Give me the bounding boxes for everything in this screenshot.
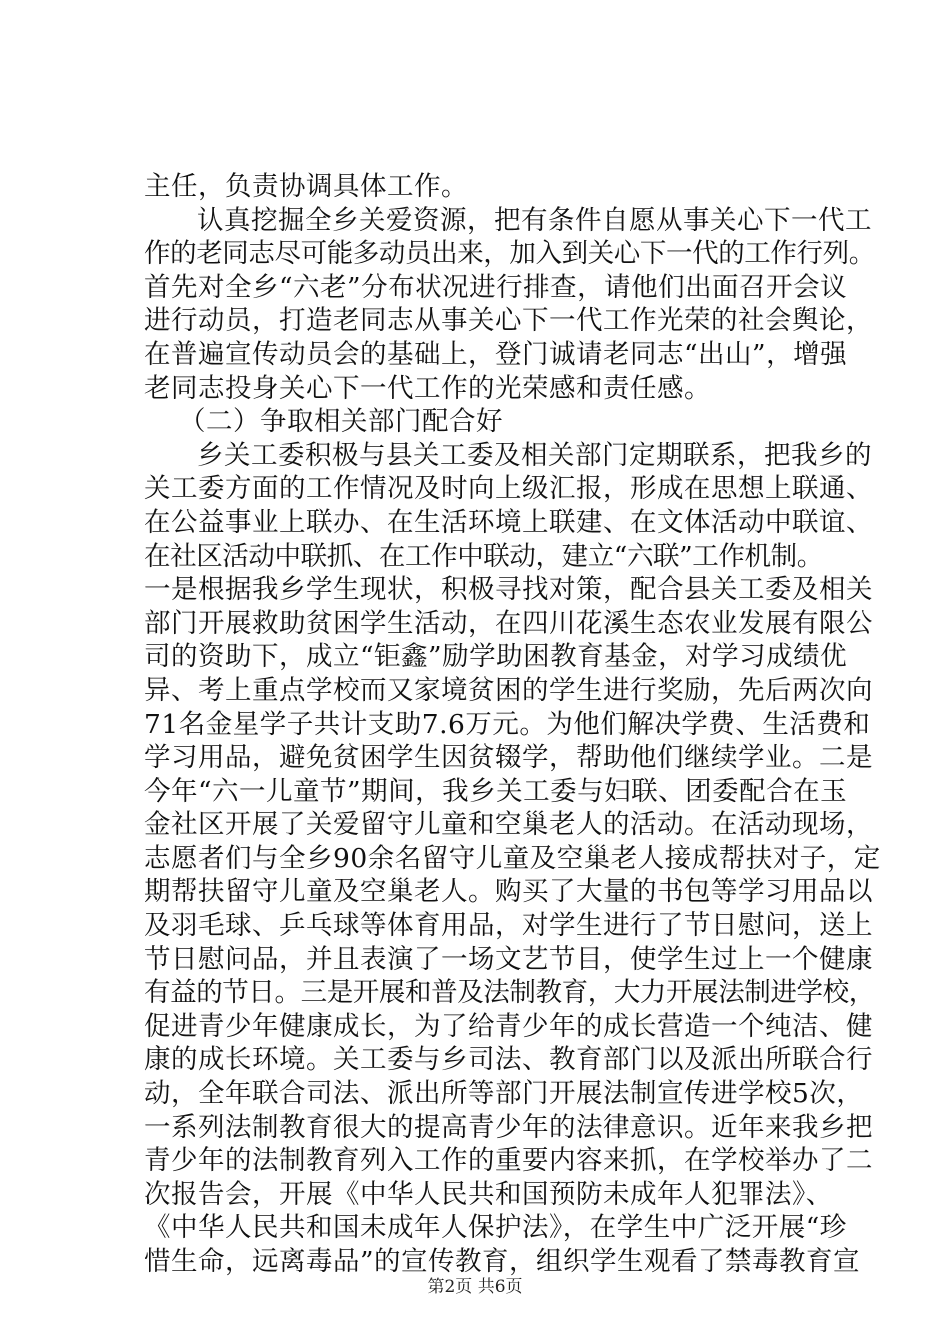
text-line: 71名金星学子共计支助7.6万元。为他们解决学费、生活费和 [144,708,871,740]
text-line: 青少年的法制教育列入工作的重要内容来抓，在学校举办了二 [144,1145,873,1177]
text-line: 司的资助下，成立“钜鑫”励学助困教育基金，对学习成绩优 [144,641,848,673]
text-line: 次报告会，开展《中华人民共和国预防未成年人犯罪法》、 [144,1178,833,1210]
page-number-footer: 第2页 共6页 [427,1277,523,1297]
paragraph-start-line: 认真挖掘全乡关爱资源，把有条件自愿从事关心下一代工 [197,204,872,236]
text-line: 作的老同志尽可能多动员出来，加入到关心下一代的工作行列。 [144,238,875,270]
text-line: 期帮扶留守儿童及空巢老人。购买了大量的书包等学习用品以 [144,876,873,908]
text-line: 异、考上重点学校而又家境贫困的学生进行奖励，先后两次向 [144,674,873,706]
text-line: 在公益事业上联办、在生活环境上联建、在文体活动中联谊、 [144,506,873,538]
text-line: 在普遍宣传动员会的基础上，登门诚请老同志“出山”，增强 [144,338,848,370]
text-line: 《中华人民共和国未成年人保护法》，在学生中广泛开展“珍 [144,1212,847,1244]
text-line: 进行动员，打造老同志从事关心下一代工作光荣的社会舆论， [144,305,873,337]
text-line: 在社区活动中联抓、在工作中联动，建立“六联”工作机制。 [144,540,823,572]
text-line: 及羽毛球、乒乓球等体育用品，对学生进行了节日慰问，送上 [144,910,873,942]
text-line: 金社区开展了关爱留守儿童和空巢老人的活动。在活动现场， [144,809,873,841]
text-line: 有益的节日。三是开展和普及法制教育，大力开展法制进学校， [144,977,875,1009]
text-line: 首先对全乡“六老”分布状况进行排查，请他们出面召开会议 [144,271,848,303]
text-line: 关工委方面的工作情况及时向上级汇报，形成在思想上联通、 [144,473,873,505]
text-line: 一是根据我乡学生现状，积极寻找对策，配合县关工委及相关 [144,574,873,606]
text-line: 志愿者们与全乡90余名留守儿童及空巢老人接成帮扶对子，定 [144,842,881,874]
text-line: 促进青少年健康成长，为了给青少年的成长营造一个纯洁、健 [144,1010,873,1042]
text-line: 老同志投身关心下一代工作的光荣感和责任感。 [144,372,711,404]
document-body [144,170,881,1279]
text-line: 部门开展救助贫困学生活动，在四川花溪生态农业发展有限公 [144,607,873,639]
paragraph-start-line: 乡关工委积极与县关工委及相关部门定期联系，把我乡的 [197,439,872,471]
text-line: 节日慰问品，并且表演了一场文艺节目，使学生过上一个健康 [144,943,873,975]
section-heading: （二）争取相关部门配合好 [179,406,503,438]
text-line: 动，全年联合司法、派出所等部门开展法制宣传进学校5次， [144,1078,864,1110]
text-line: 主任，负责协调具体工作。 [144,171,468,202]
text-line: 今年“六一儿童节”期间，我乡关工委与妇联、团委配合在玉 [144,775,848,807]
text-line: 学习用品，避免贫困学生因贫辍学，帮助他们继续学业。二是 [144,742,873,774]
text-line: 惜生命，远离毒品”的宣传教育，组织学生观看了禁毒教育宣 [144,1246,861,1277]
text-line: 一系列法制教育很大的提高青少年的法律意识。近年来我乡把 [144,1111,873,1143]
text-line: 康的成长环境。关工委与乡司法、教育部门以及派出所联合行 [144,1044,873,1076]
